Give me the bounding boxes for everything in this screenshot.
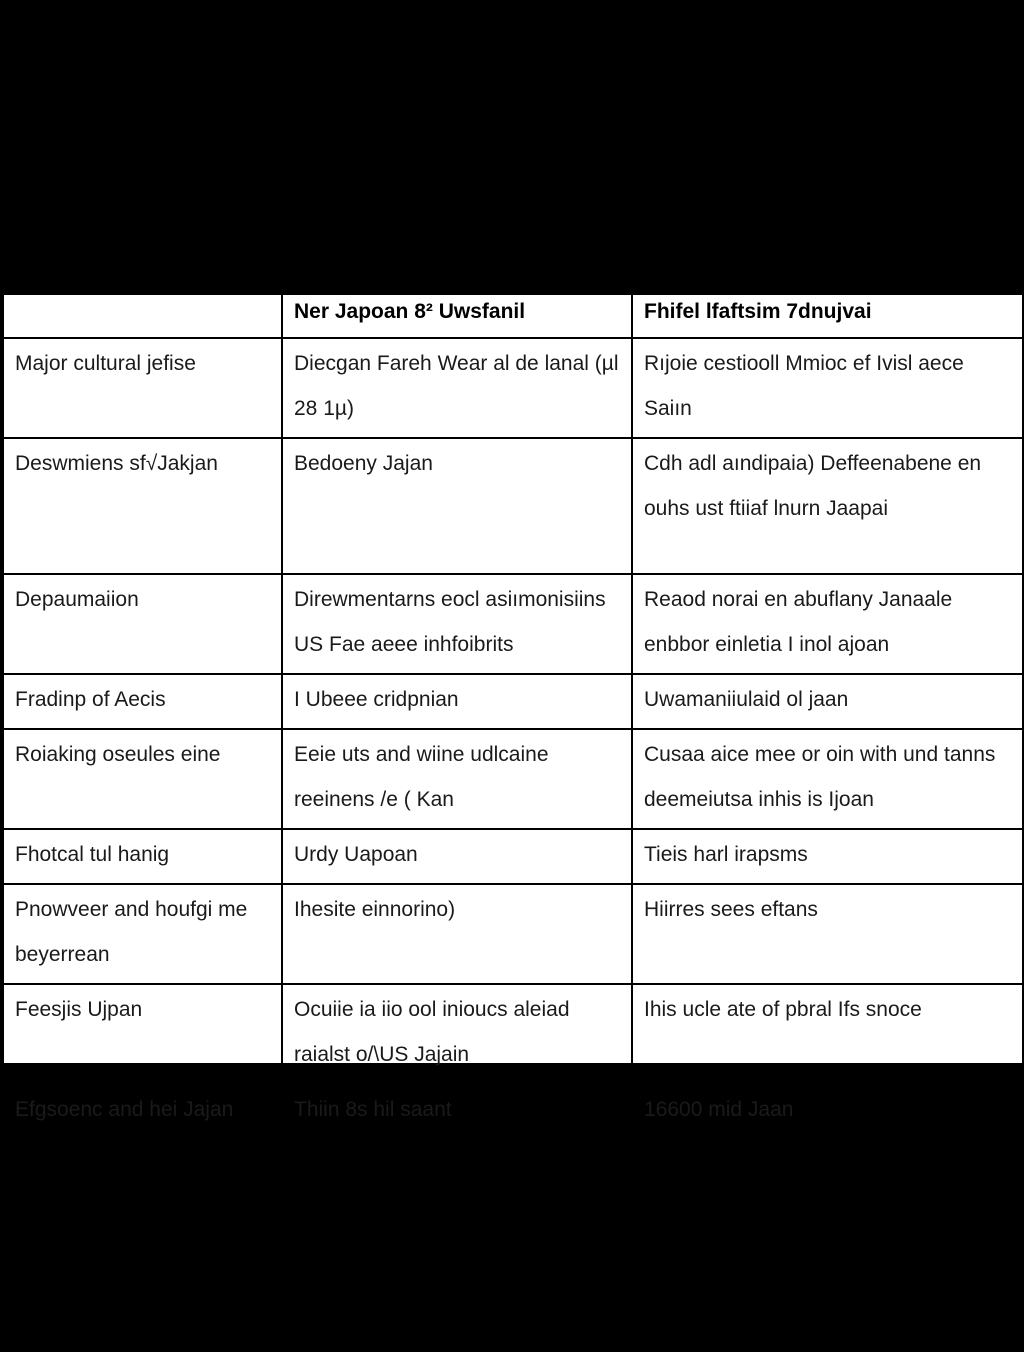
table-cell: Thiin 8s hil saant: [282, 1084, 632, 1139]
table-row: [3, 729, 1023, 829]
table-cell: I Ubeee cridpnian: [282, 674, 632, 729]
row-label-cell: Roiaking oseules eine: [3, 729, 282, 829]
row-label-cell: Efgsoenc and hei Jajan: [3, 1084, 282, 1139]
table-header-row: [3, 294, 1023, 338]
header-cell-column-3: Fhifel lfaftsim 7dnujvai: [632, 294, 1023, 338]
table-cell: Ocuiie ia iio ool inioucs aleiad raialst o/\US Jajain: [282, 984, 632, 1084]
table-cell: Hiirres sees eftans: [632, 884, 1023, 984]
table-row: [3, 438, 1023, 574]
table-row: [3, 884, 1023, 984]
table-cell: Cdh adl aındipaia) Deffeenabene en ouhs ust ftiiaf lnurn Jaapai: [632, 438, 1023, 574]
table-cell: 16600 mid Jaan: [632, 1084, 1023, 1139]
table-cell: Cusaa aice mee or oin with und tanns deemeiutsa inhis is Ijoan: [632, 729, 1023, 829]
header-cell-column-2: Ner Japoan 8² Uwsfanil: [282, 294, 632, 338]
table-row: [3, 829, 1023, 884]
table-cell: Bedoeny Jajan: [282, 438, 632, 574]
row-label-cell: Fradinp of Aecis: [3, 674, 282, 729]
table-cell: Tieis harl irapsms: [632, 829, 1023, 884]
header-cell-empty: [3, 294, 282, 338]
table-row: [3, 574, 1023, 674]
table-cell: Diecgan Fareh Wear al de lanal (µl 28 1µ): [282, 338, 632, 438]
table-cell: Uwamaniiulaid ol jaan: [632, 674, 1023, 729]
row-label-cell: Depaumaiion: [3, 574, 282, 674]
table-cell: Ihis ucle ate of pbral Ifs snoce: [632, 984, 1023, 1084]
comparison-table: [2, 293, 1024, 1140]
table-cell: Direwmentarns eocl asiımonisiins US Fae aeee inhfoibrits: [282, 574, 632, 674]
table-cell: Rıjoie cestiooll Mmioc ef Ivisl aece Saiın: [632, 338, 1023, 438]
table-cell: Eeie uts and wiine udlcaine reeinens /e ( Kan: [282, 729, 632, 829]
table-row: [3, 984, 1023, 1084]
table-row: [3, 674, 1023, 729]
table-row: [3, 338, 1023, 438]
table-row: [3, 1084, 1023, 1139]
comparison-table-container: [2, 293, 1022, 1121]
table-cell: Urdy Uapoan: [282, 829, 632, 884]
row-label-cell: Major cultural jefise: [3, 338, 282, 438]
row-label-cell: Feesjis Ujpan: [3, 984, 282, 1084]
table-cell: Reaod norai en abuflany Janaale enbbor einletia I inol ajoan: [632, 574, 1023, 674]
table-cell: Ihesite einnorino): [282, 884, 632, 984]
row-label-cell: Deswmiens sf√Jakjan: [3, 438, 282, 574]
row-label-cell: Pnowveer and houfgi me beyerrean: [3, 884, 282, 984]
row-label-cell: Fhotcal tul hanig: [3, 829, 282, 884]
